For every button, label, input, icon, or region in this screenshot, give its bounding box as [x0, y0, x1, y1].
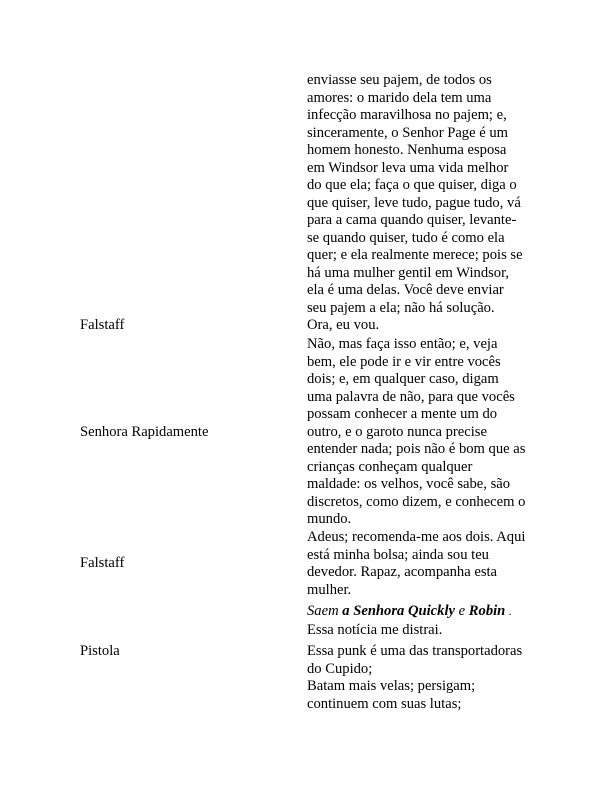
speech-line: continuem com suas lutas; — [307, 695, 462, 712]
speech-line: mundo. — [307, 511, 352, 527]
speech-line: Batam mais velas; persigam; — [307, 678, 476, 694]
speech-text — [307, 643, 545, 713]
speech-line: do que ela; faça o que quiser, diga o — [307, 177, 517, 193]
speech-line: Não, mas faça isso então; e, veja — [307, 336, 498, 352]
speech-line: do Cupido; — [307, 660, 373, 677]
stage-character: a Senhora Quickly — [342, 603, 455, 619]
speech-line: amores: o marido dela tem uma — [307, 89, 492, 106]
speech-text — [307, 529, 545, 599]
speaker-name: Pistola — [80, 643, 120, 659]
speech-line: há uma mulher gentil em Windsor, — [307, 264, 510, 281]
speaker-name: Falstaff — [80, 555, 125, 571]
speech-text — [307, 336, 545, 529]
speaker-name: Falstaff — [80, 317, 125, 333]
speech-text — [307, 622, 545, 640]
speech-line: crianças conheçam qualquer — [307, 458, 473, 475]
speech-line: homem honesto. Nenhuma esposa — [307, 142, 507, 158]
speech-line: possam conhecer a mente um do — [307, 406, 498, 422]
speech-line: está minha bolsa; ainda sou teu — [307, 546, 489, 563]
stage-punctuation: . — [508, 606, 512, 618]
speech-line: para a cama quando quiser, levante- — [307, 212, 517, 228]
speech-line: devedor. Rapaz, acompanha esta — [307, 564, 498, 580]
speech-line: enviasse seu pajem, de todos os — [307, 72, 492, 88]
stage-character: Robin — [468, 603, 506, 619]
speech-line: outro, e o garoto nunca precise — [307, 423, 487, 440]
speech-line: quer; e ela realmente merece; pois se — [307, 247, 523, 263]
stage-direction — [307, 603, 545, 622]
speech-line: entender nada; pois não é bom que as — [307, 441, 526, 457]
speaker-name: Senhora Rapidamente — [80, 424, 209, 440]
speech-line: Essa punk é uma das transportadoras — [307, 643, 523, 659]
speech-line: sinceramente, o Senhor Page é um — [307, 124, 509, 141]
speech-line: que quiser, leve tudo, pague tudo, vá — [307, 194, 521, 211]
speech-line: seu pajem a ela; não há solução. — [307, 299, 495, 316]
speech-line: Essa notícia me distrai. — [307, 622, 443, 638]
speech-line: bem, ele pode ir e vir entre vocês — [307, 353, 501, 370]
speech-line: mulher. — [307, 581, 352, 598]
speech-line: maldade: os velhos, você sabe, são — [307, 476, 511, 492]
speech-line: se quando quiser, tudo é como ela — [307, 229, 505, 246]
speech-continuation — [307, 72, 545, 317]
speech-line: Ora, eu vou. — [307, 317, 380, 333]
speech-line: discretos, como dizem, e conhecem o — [307, 493, 526, 510]
speech-line: uma palavra de não, para que vocês — [307, 388, 515, 405]
speech-line: dois; e, em qualquer caso, digam — [307, 371, 499, 387]
speech-line: Adeus; recomenda-me aos dois. Aqui — [307, 529, 526, 545]
speech-text — [307, 317, 545, 335]
speech-line: em Windsor leva uma vida melhor — [307, 159, 509, 176]
stage-word: Saem — [307, 603, 339, 619]
speech-line: infecção maravilhosa no pajem; e, — [307, 107, 507, 123]
stage-word: e — [458, 603, 466, 619]
speech-line: ela é uma delas. Você deve enviar — [307, 282, 504, 298]
